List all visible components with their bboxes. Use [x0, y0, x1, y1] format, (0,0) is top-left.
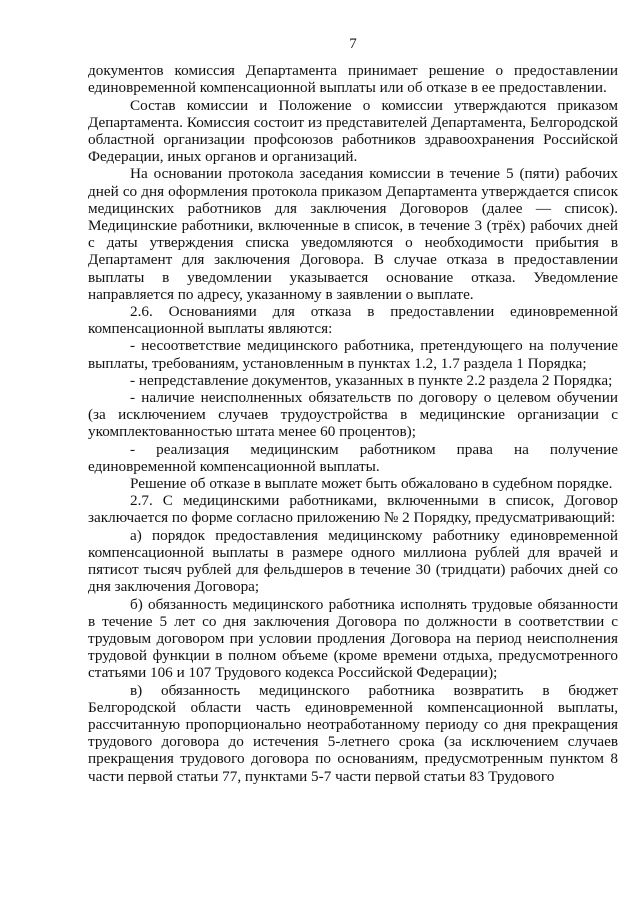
- paragraph: - наличие неисполненных обязательств по договору о целевом обучении (за исключением случаев трудоустройства в медицинские организации с укомплектованностью штата менее 60 процентов);: [88, 389, 618, 441]
- paragraph: б) обязанность медицинского работника исполнять трудовые обязанности в течение 5 лет со дня заключения Договора по должности в соответствии с трудовым договором при условии продления Договора на период неисполнения трудовой функции в полном объеме (кроме времени отдыха, предусмотренного статьями 106 и 107 Трудового кодекса Российской Федерации);: [88, 595, 618, 682]
- paragraph: 2.7. С медицинскими работниками, включенными в список, Договор заключается по форме согласно приложению № 2 Порядку, предусматривающий:: [88, 492, 618, 527]
- paragraph: - несоответствие медицинского работника, претендующего на получение выплаты, требованиям, установленным в пунктах 1.2, 1.7 раздела 1 Порядка;: [88, 337, 618, 372]
- paragraph: - реализация медицинским работником права на получение единовременной компенсационной выплаты.: [88, 440, 618, 475]
- document-page: [88, 36, 618, 785]
- paragraph: - непредставление документов, указанных в пункте 2.2 раздела 2 Порядка;: [130, 371, 613, 389]
- paragraph: Состав комиссии и Положение о комиссии утверждаются приказом Департамента. Комиссия состоит из представителей Департамента, Белгородской областной организации профсоюзов работников здравоохранения Российской Федерации, иных органов и организаций.: [88, 96, 618, 166]
- paragraph: в) обязанность медицинского работника возвратить в бюджет Белгородской области часть единовременной компенсационной выплаты, рассчитанную пропорционально неотработанному периоду со дня прекращения трудового договора до истечения 5-летнего срока (за исключением случаев прекращения трудового договора по основаниям, предусмотренным пунктом 8 части первой статьи 77, пунктами 5-7 части первой статьи 83 Трудового: [88, 681, 618, 785]
- paragraph: Решение об отказе в выплате может быть обжаловано в судебном порядке.: [130, 475, 613, 493]
- paragraph: а) порядок предоставления медицинскому работнику единовременной компенсационной выплаты в размере одного миллиона рублей для врачей и пятисот тысяч рублей для фельдшеров в течение 30 (тридцати) рабочих дней со дня заключения Договора;: [88, 526, 618, 596]
- paragraph: документов комиссия Департамента принимает решение о предоставлении единовременной компенсационной выплаты или об отказе в ее предоставлении.: [88, 62, 618, 97]
- document-body: [88, 62, 618, 785]
- paragraph: На основании протокола заседания комиссии в течение 5 (пяти) рабочих дней со дня оформления протокола приказом Департамента утверждается список медицинских работников для заключения Договоров (далее — список). Медицинские работники, включенные в список, в течение 3 (трёх) рабочих дней с даты утверждения списка уведомляются о необходимости прибытия в Департамент для заключения Договора. В случае отказа в предоставлении выплаты в уведомлении указывается основание отказа. Уведомление направляется по адресу, указанному в заявлении о выплате.: [88, 165, 618, 303]
- page-number: 7: [349, 36, 357, 52]
- paragraph: 2.6. Основаниями для отказа в предоставлении единовременной компенсационной выплаты являются:: [88, 303, 618, 338]
